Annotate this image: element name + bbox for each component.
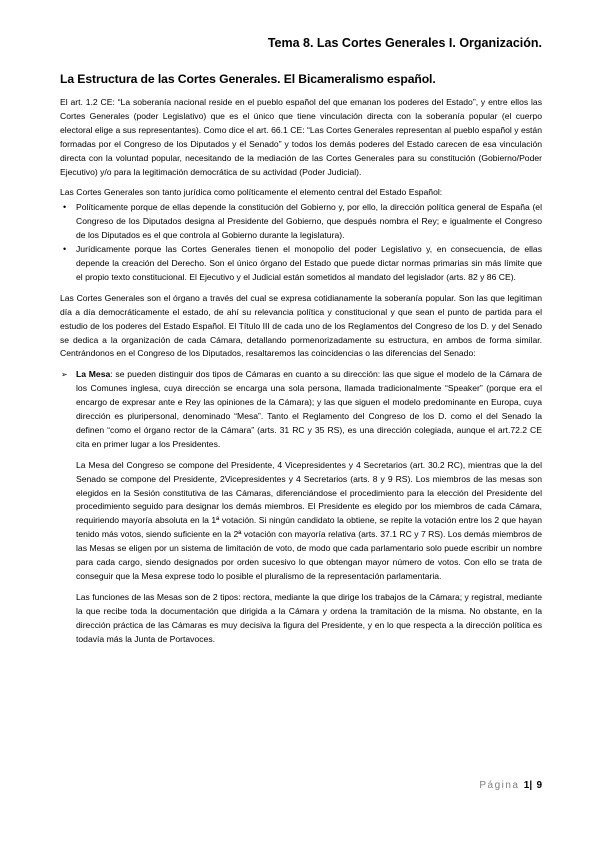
paragraph-composicion-mesa: La Mesa del Congreso se compone del Presidente, 4 Vicepresidentes y 4 Secretarios (art. 30.2 RC), mientras que la del Senado se compone del Presidente, 2Vicepresidentes y 4 Secretarios (arts. 8 y 9 RS). Los miembros de las mesas son elegidos en la Sesión constitutiva de las Cámaras, diferenciándose el procedimiento para la elección del Presidente del procedimiento seguido para designar los demás miembros. El Presidente es elegido por los miembros de cada Cámara, requiriendo mayoría absoluta en la 1ª votación. Si ningún candidato la obtiene, se repite la votación entre los 2 que hayan tenido más votos, siendo suficiente en la 2ª votación con mayoría relativa (arts. 37.1 RC y 7 RS). Los demás miembros de las Mesas se eligen por un sistema de limitación de voto, de modo que cada parlamentario solo puede escribir un nombre para cada cargo, siendo designados por orden sucesivo lo que obtengan mayor número de votos. Con ello se trata de conseguir que la Mesa exprese todo lo posible el pluralismo de la representación parlamentaria. xyxy=(76,459,542,581)
page-label: Página xyxy=(479,780,520,791)
list-item xyxy=(63,243,542,285)
page-header-title: Tema 8. Las Cortes Generales I. Organización. xyxy=(267,36,542,50)
bullet-marker: • xyxy=(63,202,67,213)
paragraph-organo-soberania: Las Cortes Generales son el órgano a través del cual se expresa cotidianamente la soberanía popular. Son las que legitiman día a día democráticamente el estado, de ahí su relevancia política y constitucional y que sean el punto de partida para el estudio de los poderes del Estado Español. El Título III de cada uno de los Reglamentos del Congreso de los D. y del Senado se dedica a la organización de cada Cámara, detallando pormenorizadamente su estructura, en ambos de forma similar. Centrándonos en el Congreso de los Diputados, resaltaremos las coincidencias o las diferencias del Senado: xyxy=(60,292,542,359)
page-total: 9 xyxy=(536,780,542,791)
list-item xyxy=(63,201,542,243)
arrow-bullet-icon: ➢ xyxy=(61,370,68,380)
bullet-list xyxy=(60,201,542,284)
bullet-marker: • xyxy=(63,244,67,255)
mesa-text: : se pueden distinguir dos tipos de Cámaras en cuanto a su dirección: las que sigue el modelo de la Cámara de los Comunes inglesa, cuya dirección se encarga una sola persona, llamada tradicionalmente “Speaker” (porque era el encargo de expresar ante e Rey las opiniones de la Cámara); y las que siguen el modelo predominante en Europa, cuya dirección es pluripersonal, denominado “Mesa”. Tanto el Reglamento del Congreso de los D. como el del Senado la definen “como el órgano rector de la Cámara” (arts. 31 RC y 35 RS), es una dirección colegiada, aunque el art.72.2 CE cita en primer lugar a los Presidentes. xyxy=(76,369,542,449)
mesa-label: La Mesa xyxy=(76,369,111,380)
document-body xyxy=(60,72,542,654)
section-heading: La Estructura de las Cortes Generales. El Bicameralismo español. xyxy=(60,72,436,86)
page-separator: | xyxy=(529,780,533,791)
mesa-list-item xyxy=(60,368,542,451)
page-footer xyxy=(479,780,542,791)
paragraph-funciones-mesa: Las funciones de las Mesas son de 2 tipos: rectora, mediante la que dirige los trabajos de la Cámara; y registral, mediante la que recibe toda la documentación que dirigida a la Cámara y ordena la tramitación de la misma. No obstante, en la dirección práctica de las Cámaras es muy decisiva la figura del Presidente, y en lo que respecta a la dirección política es todavía más la Junta de Portavoces. xyxy=(76,591,542,644)
bullet-text: Políticamente porque de ellas depende la constitución del Gobierno y, por ello, la dirección política general de España (el Congreso de los Diputados designa al Presidente del Gobierno, que después nombra el Rey; e igualmente el Congreso de los Diputados es el que controla al Gobierno durante la legislatura). xyxy=(76,202,542,241)
paragraph-elemento-central: Las Cortes Generales son tanto jurídica como políticamente el elemento central del Estado Español: xyxy=(60,187,443,198)
page-number: 1 xyxy=(523,780,530,791)
bullet-text: Jurídicamente porque las Cortes Generales tienen el monopolio del poder Legislativo y, en consecuencia, de ellas depende la creación del Derecho. Son el único órgano del Estado que puede dictar normas primarias sin más límite que el propio texto constitucional. El Ejecutivo y el Judicial están sometidos al mandato del legislador (arts. 82 y 86 CE). xyxy=(76,244,542,282)
paragraph-soberania: El art. 1.2 CE: “La soberanía nacional reside en el pueblo español del que emanan los poderes del Estado”, y entre ellos las Cortes Generales (poder Legislativo) que es el único que tiene vinculación directa con la soberanía popular (el cuerpo electoral elige a sus representantes). Como dice el art. 66.1 CE: “Las Cortes Generales representan al pueblo español y están formadas por el Congreso de los Diputados y el Senado” y todos los demás poderes del Estado carecen de esa vinculación directa con la voluntad popular, necesitando de la mediación de las Cortes Generales para su constitución (Gobierno/Poder Ejecutivo) y/o para la legitimación democrática de su actividad (Poder Judicial). xyxy=(60,97,542,177)
